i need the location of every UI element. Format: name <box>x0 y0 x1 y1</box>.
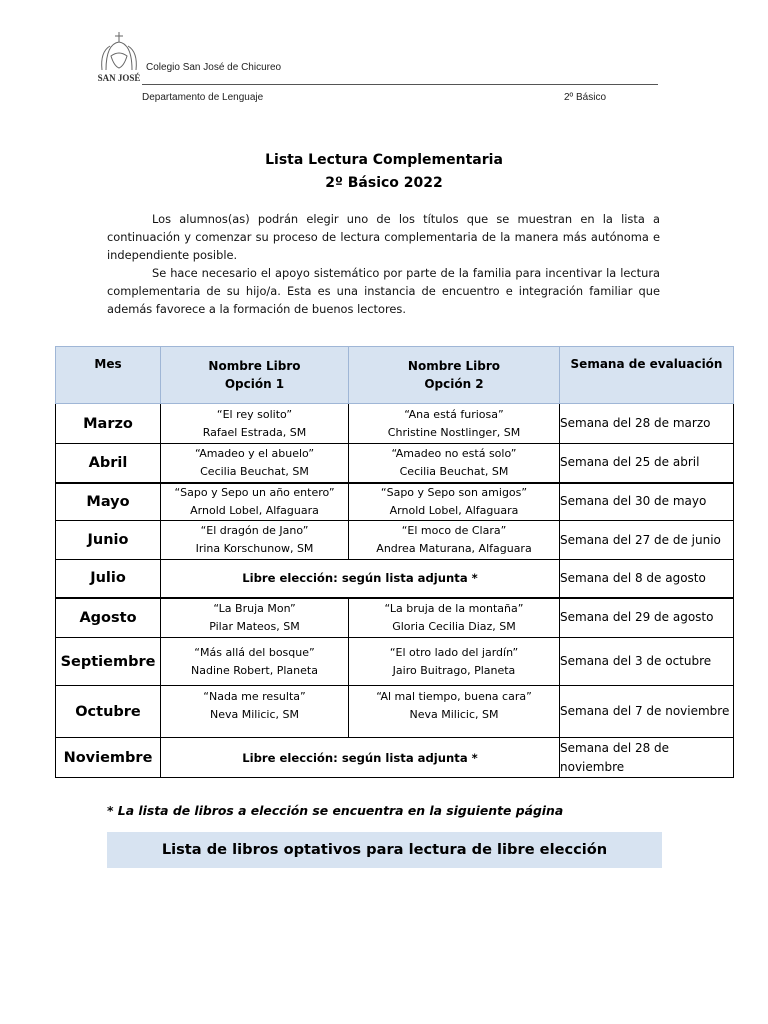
header-mes: Mes <box>56 347 161 404</box>
month-cell: Abril <box>56 444 161 483</box>
evaluation-week: Semana del 25 de abril <box>560 444 734 483</box>
book-title: “El otro lado del jardín” <box>389 645 519 659</box>
table-header-row <box>56 347 734 404</box>
book-title: “Ana está furiosa” <box>404 407 504 421</box>
header-option-1-line2: Opción 1 <box>224 377 285 391</box>
book-option-1 <box>161 598 349 638</box>
table-row <box>56 638 734 686</box>
evaluation-week: Semana del 28 de noviembre <box>560 738 734 778</box>
book-option-2 <box>349 483 560 521</box>
book-author: Arnold Lobel, Alfaguara <box>190 503 319 517</box>
book-option-2 <box>349 638 560 686</box>
month-cell: Septiembre <box>56 638 161 686</box>
free-choice-cell: Libre elección: según lista adjunta * <box>161 560 560 598</box>
header-semana: Semana de evaluación <box>560 347 734 404</box>
month-cell: Agosto <box>56 598 161 638</box>
evaluation-week: Semana del 8 de agosto <box>560 560 734 598</box>
book-author: Christine Nostlinger, SM <box>387 425 521 439</box>
book-title: “Sapo y Sepo un año entero” <box>174 485 335 499</box>
book-title: “Nada me resulta” <box>203 690 306 703</box>
book-option-1 <box>161 444 349 483</box>
header-option-1-line1: Nombre Libro <box>208 359 301 373</box>
book-option-1 <box>161 638 349 686</box>
book-title: “El rey solito” <box>216 407 293 421</box>
book-option-2 <box>349 686 560 738</box>
book-author: Cecilia Beuchat, SM <box>200 464 309 478</box>
table-row <box>56 404 734 444</box>
month-cell: Mayo <box>56 483 161 521</box>
book-author: Nadine Robert, Planeta <box>191 663 318 677</box>
book-title: “El dragón de Jano” <box>200 524 309 537</box>
book-author: Rafael Estrada, SM <box>202 425 307 439</box>
book-author: Arnold Lobel, Alfaguara <box>389 503 519 517</box>
evaluation-week: Semana del 7 de noviembre <box>560 686 734 738</box>
evaluation-week: Semana del 30 de mayo <box>560 483 734 521</box>
table-row <box>56 598 734 638</box>
header-option-2-line2: Opción 2 <box>424 377 484 391</box>
intro-paragraph-1 <box>107 210 660 264</box>
month-cell: Junio <box>56 521 161 560</box>
month-cell: Octubre <box>56 686 161 738</box>
free-choice-cell: Libre elección: según lista adjunta * <box>161 738 560 778</box>
document-title: Lista Lectura Complementaria <box>265 152 503 168</box>
optional-list-heading: Lista de libros optativos para lectura de libre elección <box>107 832 662 868</box>
evaluation-week: Semana del 28 de marzo <box>560 404 734 444</box>
table-row <box>56 444 734 483</box>
book-author: Andrea Maturana, Alfaguara <box>376 542 532 555</box>
book-option-2 <box>349 404 560 444</box>
book-title: “Sapo y Sepo son amigos” <box>380 485 528 499</box>
book-option-1 <box>161 483 349 521</box>
intro-paragraph-2 <box>107 264 660 318</box>
table-row <box>56 686 734 738</box>
month-cell: Marzo <box>56 404 161 444</box>
evaluation-week: Semana del 29 de agosto <box>560 598 734 638</box>
book-title: “Más allá del bosque” <box>194 645 315 659</box>
book-option-1 <box>161 521 349 560</box>
grade-label: 2º Básico <box>564 92 607 103</box>
table-row <box>56 560 734 598</box>
department-label: Departamento de Lenguaje <box>142 92 264 103</box>
book-title: “Al mal tiempo, buena cara” <box>376 690 532 703</box>
header-option-2-line1: Nombre Libro <box>407 359 501 373</box>
book-author: Neva Milicic, SM <box>409 708 499 721</box>
header-divider <box>142 84 658 85</box>
logo-lettering: SAN JOSÉ <box>97 73 141 83</box>
book-option-1 <box>161 404 349 444</box>
book-author: Neva Milicic, SM <box>209 708 300 721</box>
book-author: Cecilia Beuchat, SM <box>399 464 509 478</box>
footnote: * La lista de libros a elección se encuentra en la siguiente página <box>107 803 564 818</box>
book-title: “Amadeo no está solo” <box>391 446 517 460</box>
intro-text-2: Se hace necesario el apoyo sistemático por parte de la familia para incentivar la lectura complementaria de su hijo/a. Esta es una instancia de encuentro e integración familiar que además favorece a la formación de buenos lectores. <box>107 266 660 316</box>
book-option-2 <box>349 598 560 638</box>
evaluation-week: Semana del 27 de de junio <box>560 521 734 560</box>
table-row <box>56 738 734 778</box>
book-option-2 <box>349 521 560 560</box>
school-name: Colegio San José de Chicureo <box>146 62 282 73</box>
book-title: “La Bruja Mon” <box>213 601 296 615</box>
intro-text-1: Los alumnos(as) podrán elegir uno de los títulos que se muestran en la lista a continuación y comenzar su proceso de lectura complementaria de la manera más autónoma e independiente posible. <box>107 212 660 262</box>
book-author: Gloria Cecilia Diaz, SM <box>392 619 516 633</box>
header-option-1 <box>161 347 349 404</box>
month-cell: Julio <box>56 560 161 598</box>
book-title: “La bruja de la montaña” <box>384 601 524 615</box>
school-logo <box>96 30 142 88</box>
document-subtitle: 2º Básico 2022 <box>325 175 443 191</box>
book-author: Pilar Mateos, SM <box>209 619 300 633</box>
book-title: “El moco de Clara” <box>401 524 507 537</box>
book-title: “Amadeo y el abuelo” <box>194 446 315 460</box>
book-option-1 <box>161 686 349 738</box>
evaluation-week: Semana del 3 de octubre <box>560 638 734 686</box>
month-cell: Noviembre <box>56 738 161 778</box>
book-author: Irina Korschunow, SM <box>195 542 314 555</box>
header-option-2 <box>349 347 560 404</box>
reading-schedule-table <box>55 346 734 778</box>
table-row <box>56 521 734 560</box>
book-option-2 <box>349 444 560 483</box>
table-row <box>56 483 734 521</box>
book-author: Jairo Buitrago, Planeta <box>392 663 516 677</box>
